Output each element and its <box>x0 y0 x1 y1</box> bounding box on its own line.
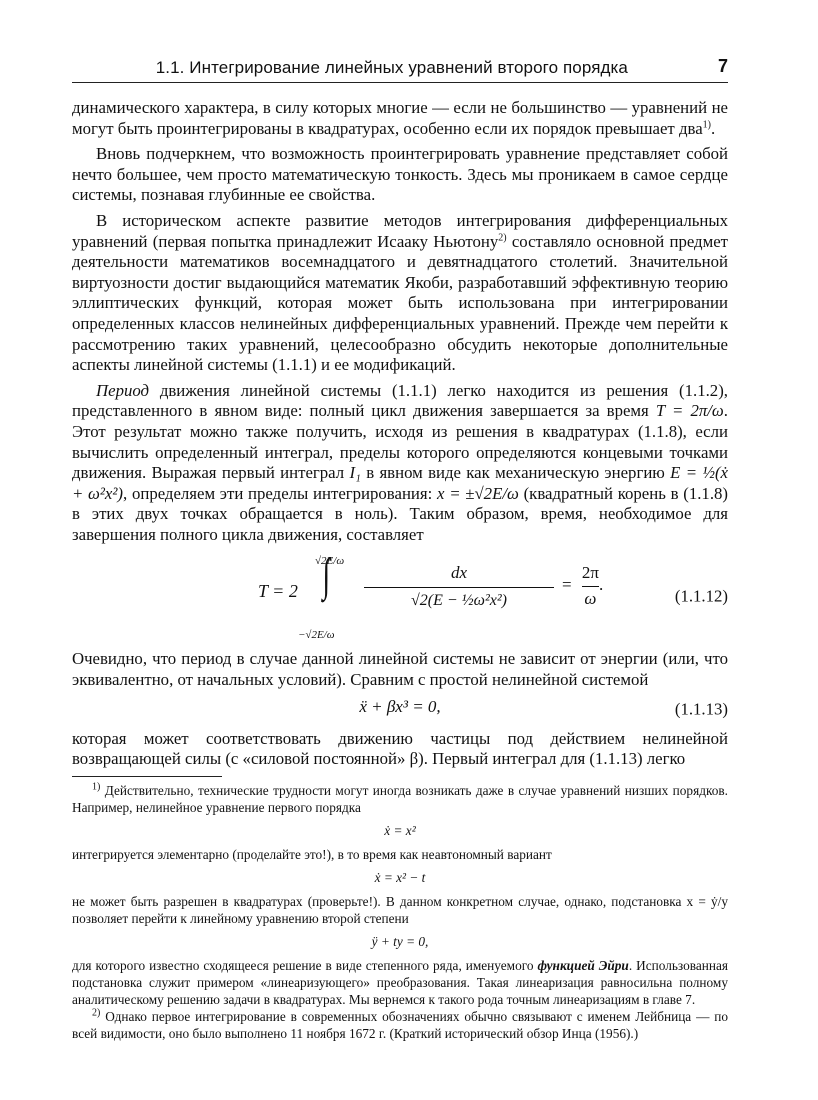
term-period: Период <box>96 380 150 400</box>
footnote-2-text: Однако первое интегрирование в современных обозначениях обычно связывают с именем Лейбница — по всей видимости, оно было выполнено 11 ноября 1672 г. (Краткий исторический обзор Инца (1956).) <box>72 1009 728 1041</box>
footnote-1-mark: 1) <box>92 781 101 793</box>
paragraph-4 <box>72 381 728 546</box>
eq12-upper-limit: √2E/ω <box>315 555 345 568</box>
eq12-result-num: 2π <box>581 563 599 583</box>
inline-math-energy: E = ½(ẋ + ω²x²) <box>72 463 728 503</box>
paragraph-3-text-b: составляло основной предмет деятельности математиков восемнадцатого и девятнадцатого столетий. Значительной виртуозности достиг выдающийся математик Якоби, разработавший эффективную теорию эллиптических функций, которая может быть использована при интегрировании определенных классов нелинейных дифференциальных уравнений. Прежде чем перейти к рассмотрению таких уравнений, целесообразно обсудить некоторые дополнительные аспекты линейной системы (1.1.1) и ее модификаций. <box>72 231 729 375</box>
footnote-eq-2: ẋ = x² − t <box>374 870 426 885</box>
equation-number-12: (1.1.12) <box>674 587 728 607</box>
equation-1-1-12 <box>72 551 728 643</box>
eq12-denominator: √2(E − ½ω²x²) <box>411 592 507 610</box>
paragraph-4-text-a: движения линейной системы (1.1.1) легко находится из решения (1.1.2), представленного в явном виде: полный цикл движения завершается за время <box>72 380 728 421</box>
paragraph-4-text-b: . Этот результат можно также получить, исходя из решения в квадратурах (1.1.8), если вычислить определенный интеграл, пределы которого определяются концевыми точками движения. Выражая первый интеграл <box>72 401 728 483</box>
footnote-1-text-d1: для которого известно сходящееся решение в виде степенного ряда, именуемого <box>72 958 538 973</box>
page-number: 7 <box>717 56 728 76</box>
paragraph-5: Очевидно, что период в случае данной линейной системы не зависит от энергии (или, что эквивалентно, от начальных условий). Сравним с простой нелинейной системой <box>72 649 728 690</box>
eq12-lower-limit: −√2E/ω <box>298 629 335 642</box>
paragraph-6: которая может соответствовать движению частицы под действием нелинейной возвращающей силы (с «силовой постоянной» β). Первый интеграл для (1.1.13) легко <box>72 728 728 769</box>
running-header <box>72 56 728 83</box>
eq12-rhs: = $\frac{2\pi}{\omega}$ . <box>562 563 604 609</box>
integral-sign: ∫ <box>322 549 331 601</box>
paragraph-1: динамического характера, в силу которых многие — если не большинство — уравнений не могут быть проинтегрированы в квадратурах, особенно если их порядок превышает два$^{1)}$. <box>72 98 728 138</box>
inline-math-integral: I₁ <box>349 463 361 483</box>
running-title: 1.1. Интегрирование линейных уравнений второго порядка <box>155 58 628 77</box>
eq12-fraction <box>364 563 554 611</box>
footnote-1-text-a: Действительно, технические трудности могут иногда возникать даже в случае уравнений низших порядков. Например, нелинейное уравнение первого порядка <box>72 783 728 815</box>
term-airy-function: функцией Эйри <box>537 958 629 973</box>
footnote-1-text-b: интегрируется элементарно (проделайте это!), в то время как неавтономный вариант <box>72 847 552 862</box>
paragraph-3-text-a: В историческом аспекте развитие методов интегрирования дифференциальных уравнений (первая попытка принадлежит Исааку Ньютону <box>72 210 728 251</box>
footnote-1 <box>72 782 728 816</box>
eq13-expression: ẍ + βx³ = 0, <box>359 696 441 716</box>
paragraph-2: Вновь подчеркнем, что возможность проинтегрировать уравнение представляет собой нечто большее, чем просто математическую тонкость. Здесь мы проникаем в самое сердце системы, познавая глубинные ее свойства. <box>72 144 728 205</box>
footnote-eq-1: ẋ = x² <box>384 823 416 838</box>
paragraph-1-text: динамического характера, в силу которых многие — если не большинство — уравнений не могут быть проинтегрированы в квадратурах, особенно если их порядок превышает два <box>72 98 728 138</box>
main-text <box>72 98 728 770</box>
eq12-numerator: dx <box>450 563 468 583</box>
footnote-rule <box>72 776 222 777</box>
inline-math-period: T = 2π/ω <box>655 401 724 421</box>
footnotes <box>72 782 728 1042</box>
equation-1-1-13 <box>72 697 728 723</box>
paragraph-3 <box>72 211 728 376</box>
paragraph-4-text-e: (квадратный корень в (1.1.8) в этих двух точках обращается в ноль). Таким образом, время, необходимое для завершения полного цикла движения, составляет <box>72 483 728 544</box>
footnote-2-mark: 2) <box>92 1007 101 1019</box>
paragraph-4-text-c: в явном виде как механическую энергию <box>360 463 671 483</box>
footnote-eq-3: ÿ + ty = 0, <box>371 934 429 949</box>
footnote-1-text-c: не может быть разрешен в квадратурах (проверьте!). В данном конкретном случае, однако, подстановка x = ẏ/y позволяет перейти к линейному уравнению второй степени <box>72 894 728 926</box>
equation-number-13: (1.1.13) <box>674 699 728 719</box>
paragraph-4-text-d: , определяем эти пределы интегрирования: <box>123 483 438 503</box>
footnote-2 <box>72 1008 728 1042</box>
inline-math-limits: x = ±√2E/ω <box>437 483 519 503</box>
footnote-1-text-d <box>72 957 728 1008</box>
eq12-result-den: ω <box>584 589 597 609</box>
footnote-ref-2: 2) <box>498 231 507 243</box>
footnote-1-text-e: . Использованная подстановка служит примером «линеаризующего» преобразования. Такая линеаризация равносильна полному аналитическому решению задачи в квадратурах. Мы вернемся к такого рода точным линеаризациям в главе 7. <box>72 958 729 1007</box>
footnote-ref-1: 1) <box>702 119 711 130</box>
eq12-equals: = <box>562 575 572 595</box>
eq12-lhs: T = 2 <box>258 581 298 602</box>
eq12-result <box>582 563 599 609</box>
